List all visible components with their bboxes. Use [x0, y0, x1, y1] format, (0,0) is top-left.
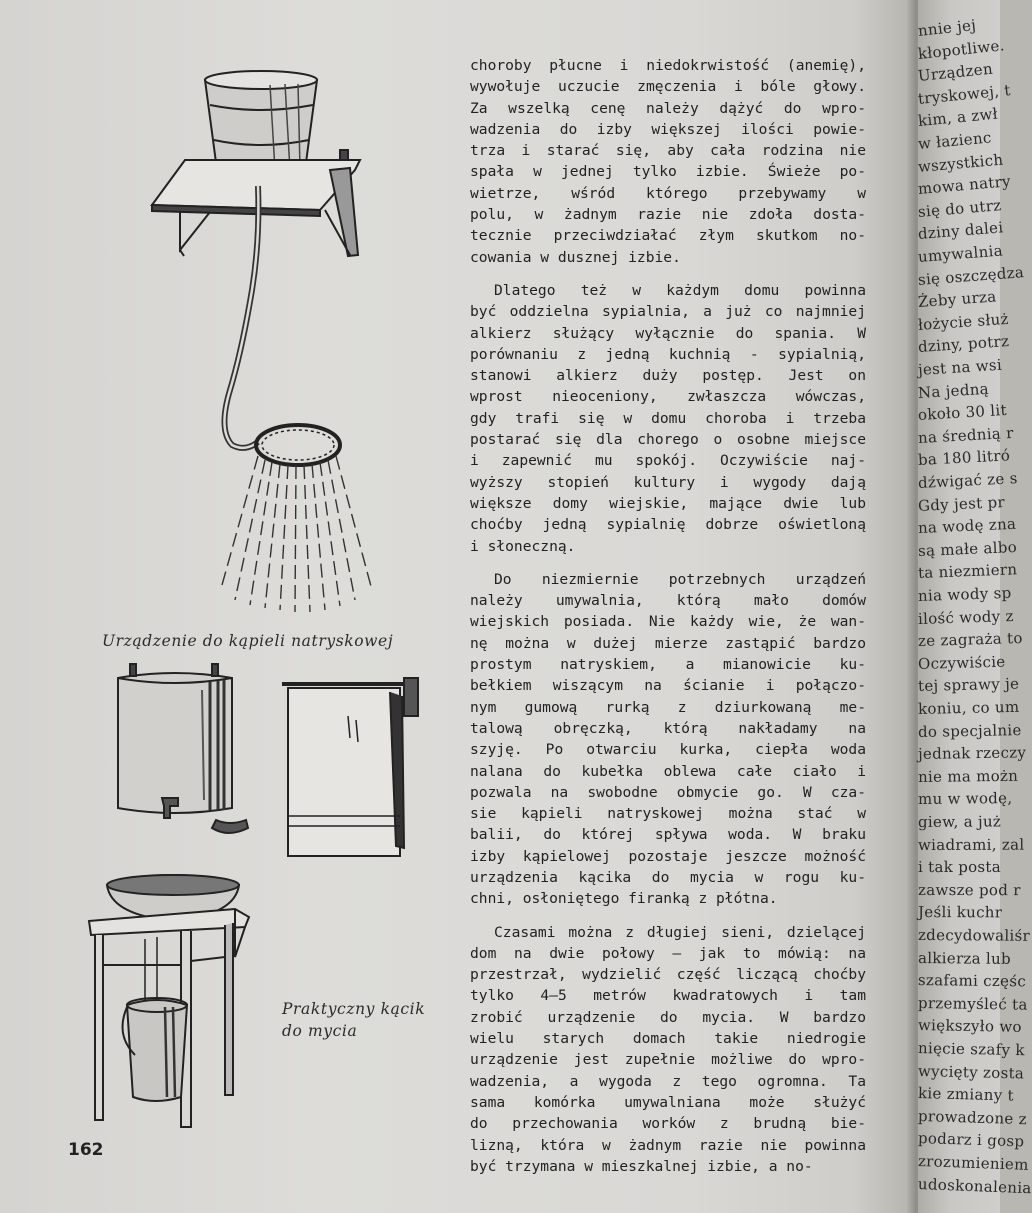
text-line: alkierz służący wyłącznie do spania. W: [470, 324, 866, 342]
text-line: należy umywalnia, którą mało domów: [470, 592, 866, 610]
next-page-line: zawsze pod r: [917, 880, 1021, 899]
next-page-line: się do utrz: [917, 195, 1003, 221]
next-page-line: się oszczędza: [917, 262, 1025, 289]
towel-illustration: [278, 676, 423, 866]
text-line: trza i starać się, aby cała rodzina nie: [470, 142, 866, 160]
text-line: bełkiem wiszącym na ścianie i połączo-: [470, 677, 866, 695]
text-line: Czasami można z długiej sieni, dzielącej: [494, 923, 866, 941]
next-page-line: zdecydowaliśr: [917, 926, 1031, 945]
next-page-line: kim, a zwł: [917, 104, 999, 131]
shower-illustration: [140, 60, 400, 620]
next-page-line: około 30 lit: [917, 401, 1008, 425]
text-line: urządzenia kącika do mycia w rogu ku-: [470, 868, 866, 886]
text-line: Dlatego też w każdym domu powinna: [494, 281, 866, 299]
water-tank-illustration: [110, 660, 260, 840]
text-line: postarać się dla chorego o osobne miejsce: [470, 431, 866, 449]
text-line: gdy trafi się w domu choroba i trzeba: [470, 409, 866, 427]
text-line: szyję. Po otwarciu kurka, ciepła woda: [470, 741, 866, 759]
next-page-line: mowa natry: [917, 172, 1012, 199]
text-line: wiejskich posiada. Nie każdy wie, że wan-: [470, 613, 866, 631]
text-line: stanowi alkierz duży postęp. Jest on: [470, 367, 866, 385]
text-line: urządzenie jest zupełnie możliwe do wpro-: [470, 1051, 866, 1069]
body-text-column: [470, 55, 866, 1189]
text-line: tecznie przeciwdziałać złym skutkom no-: [470, 227, 866, 245]
text-line: i zapewnić mu spokój. Oczywiście naj-: [470, 452, 866, 470]
text-line: polu, w żadnym razie nie zdoła dosta-: [470, 206, 866, 224]
next-page-line: ze zagraża to: [917, 629, 1023, 651]
text-line: talową obręczką, którą nakładamy na: [470, 719, 866, 737]
text-line: nym gumową rurką z dziurkowaną me-: [470, 698, 866, 716]
next-page-line: alkierza lub: [917, 948, 1012, 968]
text-line: Za wszelką cenę należy dążyć do wpro-: [470, 99, 866, 117]
paragraph: [470, 922, 866, 1178]
text-line: wadzenia, a wygoda z tego ogromna. Ta: [470, 1072, 866, 1090]
next-page-line: nięcie szafy k: [917, 1039, 1025, 1060]
next-page-line: umywalnia: [917, 241, 1004, 266]
next-page-line: wiadrami, zal: [917, 835, 1025, 854]
text-line: do przechowania worków z brudną bie-: [470, 1115, 866, 1133]
text-line: nalana do kubełka oblewa całe ciało i: [470, 762, 866, 780]
paragraph: [470, 55, 866, 268]
text-line: sama komórka umywalniana może służyć: [470, 1093, 866, 1111]
next-page-line: Żeby urza: [917, 287, 997, 312]
text-line: wielu starych domach takie niedrogie: [470, 1030, 866, 1048]
text-line: izby kąpielowej pozostaje jeszcze możność: [470, 847, 866, 865]
next-page-line: w łazienc: [917, 128, 993, 153]
next-page-line: ba 180 litró: [917, 446, 1011, 470]
next-page-line: prowadzone z: [917, 1106, 1028, 1128]
text-line: być trzymana w mieszkalnej izbie, a no-: [470, 1157, 813, 1175]
next-page-line: mu w wodę,: [917, 789, 1013, 809]
text-line: cowania w dusznej izbie.: [470, 248, 681, 266]
text-line: zrobić urządzenie do mycia. W bardzo: [470, 1008, 866, 1026]
text-line: większe domy wiejskie, mające dwie lub: [470, 494, 866, 512]
next-page-line: wszystkich: [917, 150, 1005, 176]
text-line: porównaniu z jedną kuchnią - sypialnią,: [470, 345, 866, 363]
text-line: choćby jedną sypialnię dobrze oświetloną: [470, 516, 866, 534]
next-page-line: Oczywiście: [917, 652, 1006, 673]
paragraph: [470, 280, 866, 557]
next-page-line: nie ma możn: [917, 766, 1019, 786]
text-line: być oddzielna sypialnia, a już co najmniej: [470, 303, 866, 321]
text-line: dom na dwie połowy — jak to mówią: na: [470, 944, 866, 962]
text-line: lizną, która w żadnym razie nie powinna: [470, 1136, 866, 1154]
next-page-line: dziny dalei: [917, 218, 1004, 244]
next-page-line: większyło wo: [917, 1016, 1022, 1037]
next-page-line: jednak rzeczy: [917, 743, 1027, 764]
next-page-line: dziny, potrz: [917, 332, 1010, 357]
next-page-line: jest na wsi: [917, 355, 1003, 379]
next-page-line: Jeśli kuchr: [917, 903, 1003, 922]
page-number: 162: [68, 1140, 104, 1160]
text-line: nę można w dużej mierze zastąpić bardzo: [470, 634, 866, 652]
next-page-line: kłopotliwe.: [917, 35, 1006, 63]
text-line: sie kąpieli natryskowej można stać w: [470, 805, 866, 823]
shower-caption: Urządzenie do kąpieli natryskowej: [102, 632, 394, 650]
text-line: wadzenia do izby większej ilości powie-: [470, 120, 866, 138]
text-line: wywołuje uczucie zmęczenia i bóle głowy.: [470, 78, 866, 96]
text-line: Do niezmiernie potrzebnych urządzeń: [494, 570, 866, 588]
book-page-right-edge: [917, 0, 1032, 1213]
next-page-line: dźwigać ze s: [917, 469, 1019, 492]
next-page-line: i tak posta: [917, 858, 1002, 877]
next-page-line: do specjalnie: [917, 720, 1022, 741]
text-line: tylko 4—5 metrów kwadratowych i tam: [470, 987, 866, 1005]
next-page-line: tej sprawy je: [917, 674, 1020, 696]
next-page-line: są małe albo: [917, 537, 1018, 560]
text-line: balii, do której spływa woda. W braku: [470, 826, 866, 844]
next-page-line: na średnią r: [917, 423, 1015, 447]
corner-caption-line1: Praktyczny kącik: [282, 1000, 426, 1018]
next-page-line: giew, a już: [917, 812, 1002, 831]
next-page-line: szafami częśc: [917, 971, 1027, 991]
next-page-line: ta niezmiern: [917, 560, 1018, 583]
corner-caption-line2: do mycia: [282, 1022, 358, 1040]
next-page-line: łożycie służ: [917, 309, 1010, 334]
next-page-line: kie zmiany t: [917, 1084, 1015, 1105]
next-page-line: przemyśleć ta: [917, 993, 1028, 1014]
next-page-line: nia wody sp: [917, 583, 1012, 605]
next-page-line: na wodę zna: [917, 514, 1017, 538]
text-line: i słoneczną.: [470, 537, 576, 555]
text-line: spała w jednej tylko izbie. Świeże po-: [470, 163, 866, 181]
text-line: wprost nieoceniony, zwłaszcza wówczas,: [470, 388, 866, 406]
next-page-line: podarz i gosp: [917, 1129, 1025, 1151]
next-page-line: ilość wody z: [917, 606, 1014, 628]
next-page-line: Urządzen: [917, 59, 994, 86]
text-line: prostym natryskiem, a mianowicie ku-: [470, 656, 866, 674]
text-line: chni, osłoniętego firanką z płótna.: [470, 890, 778, 908]
text-line: pozwala na swobodne obmycie go. W cza-: [470, 783, 866, 801]
next-page-line: nnie jej: [917, 15, 977, 40]
paragraph: [470, 569, 866, 910]
next-page-line: zrozumieniem: [917, 1152, 1029, 1174]
text-line: wietrze, wśród którego przebywamy w: [470, 184, 866, 202]
text-line: wyższy stopień kultury i wygody dają: [470, 473, 866, 491]
next-page-line: wycięty zosta: [917, 1061, 1025, 1083]
text-line: choroby płucne i niedokrwistość (anemię),: [470, 57, 866, 74]
next-page-line: Na jedną: [917, 379, 990, 402]
text-line: przestrzał, wydzielić część liczącą choćby: [470, 966, 866, 984]
wash-stand-illustration: [85, 865, 265, 1135]
next-page-line: udoskonalenia: [917, 1174, 1032, 1197]
next-page-line: tryskowej, t: [917, 80, 1012, 108]
next-page-line: Gdy jest pr: [917, 492, 1006, 515]
next-page-line: koniu, co um: [917, 697, 1020, 718]
